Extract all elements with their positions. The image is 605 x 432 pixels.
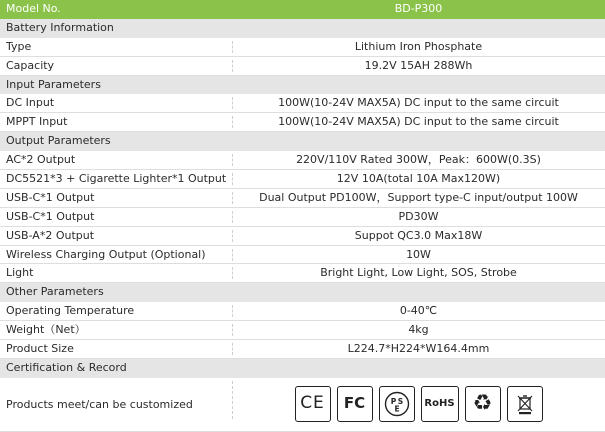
section-title: Other Parameters: [6, 285, 104, 299]
spec-label: DC5521*3 + Cigarette Lighter*1 Output: [6, 172, 227, 186]
section-title: Certification & Record: [6, 360, 127, 374]
spec-row-light: [0, 264, 605, 283]
weee-bin-icon: [507, 386, 543, 422]
section-title: Output Parameters: [6, 134, 111, 148]
spec-label: USB-C*1 Output: [6, 190, 95, 204]
header-row: [0, 0, 605, 19]
spec-row-wireless-charging: [0, 246, 605, 265]
ce-mark-text: CE: [300, 393, 325, 414]
spec-row-product-size: [0, 340, 605, 359]
spec-value: 100W(10-24V MAX5A) DC input to the same circuit: [232, 113, 605, 131]
recycle-symbol: ♻: [472, 390, 493, 416]
spec-row-dc5521-output: [0, 170, 605, 189]
pse-mark-graphic: [383, 390, 411, 418]
spec-row-weight: [0, 321, 605, 340]
spec-row-usb-a-output: [0, 227, 605, 246]
spec-label: Wireless Charging Output (Optional): [6, 247, 206, 261]
fc-mark-icon: [337, 386, 373, 422]
spec-value: Bright Light, Low Light, SOS, Strobe: [232, 264, 605, 282]
spec-label: Type: [6, 39, 32, 53]
spec-value: 0-40℃: [232, 302, 605, 320]
pse-letter-e: E: [393, 404, 400, 414]
model-no-value: BD-P300: [394, 2, 443, 15]
spec-row-operating-temperature: [0, 302, 605, 321]
rohs-mark-icon: [421, 386, 459, 422]
spec-value: L224.7*H224*W164.4mm: [232, 340, 605, 358]
spec-row-capacity: [0, 57, 605, 76]
pse-letter-p: P: [390, 396, 396, 406]
pse-mark-icon: [379, 386, 415, 422]
spec-value: Lithium Iron Phosphate: [232, 38, 605, 56]
spec-value: Dual Output PD100W，Support type-C input/output 100W: [232, 189, 605, 207]
pse-letter-s: S: [397, 396, 403, 406]
spec-label: Light: [6, 266, 34, 280]
spec-value: 12V 10A(total 10A Max120W): [232, 170, 605, 188]
spec-label: DC Input: [6, 96, 55, 110]
section-certification-record: [0, 359, 605, 378]
spec-label: Operating Temperature: [6, 304, 135, 318]
spec-value: 19.2V 15AH 288Wh: [232, 57, 605, 75]
spec-label: USB-A*2 Output: [6, 228, 95, 242]
rohs-mark-text: RoHS: [424, 397, 455, 409]
spec-label: Products meet/can be customized: [6, 397, 193, 411]
spec-label: Capacity: [6, 58, 55, 72]
spec-row-ac-output: [0, 151, 605, 170]
spec-value: 4kg: [232, 321, 605, 339]
ce-mark-icon: [295, 386, 331, 422]
recycle-icon: [465, 386, 501, 422]
fc-mark-text: FC: [343, 394, 366, 413]
section-battery-information: [0, 19, 605, 38]
spec-label: Product Size: [6, 342, 74, 356]
spec-label: Weight（Net）: [6, 323, 86, 337]
spec-value: 100W(10-24V MAX5A) DC input to the same circuit: [232, 94, 605, 112]
spec-value: 10W: [232, 246, 605, 264]
section-title: Input Parameters: [6, 77, 101, 91]
section-input-parameters: [0, 76, 605, 95]
certification-marks: [232, 378, 605, 422]
spec-value: PD30W: [232, 208, 605, 226]
section-title: Battery Information: [6, 20, 114, 34]
section-other-parameters: [0, 283, 605, 302]
spec-row-dc-input: [0, 94, 605, 113]
spec-label: AC*2 Output: [6, 153, 76, 167]
spec-label: USB-C*1 Output: [6, 209, 95, 223]
weee-bin-graphic: [512, 391, 538, 417]
spec-row-type: [0, 38, 605, 57]
spec-row-mppt-input: [0, 113, 605, 132]
spec-row-certifications: [0, 378, 605, 432]
section-output-parameters: [0, 132, 605, 151]
model-no-label: Model No.: [6, 2, 61, 15]
spec-label: MPPT Input: [6, 115, 68, 129]
spec-value: 220V/110V Rated 300W，Peak：600W(0.3S): [232, 151, 605, 169]
spec-row-usb-c-output-1: [0, 189, 605, 208]
spec-value: Suppot QC3.0 Max18W: [232, 227, 605, 245]
spec-row-usb-c-output-2: [0, 208, 605, 227]
